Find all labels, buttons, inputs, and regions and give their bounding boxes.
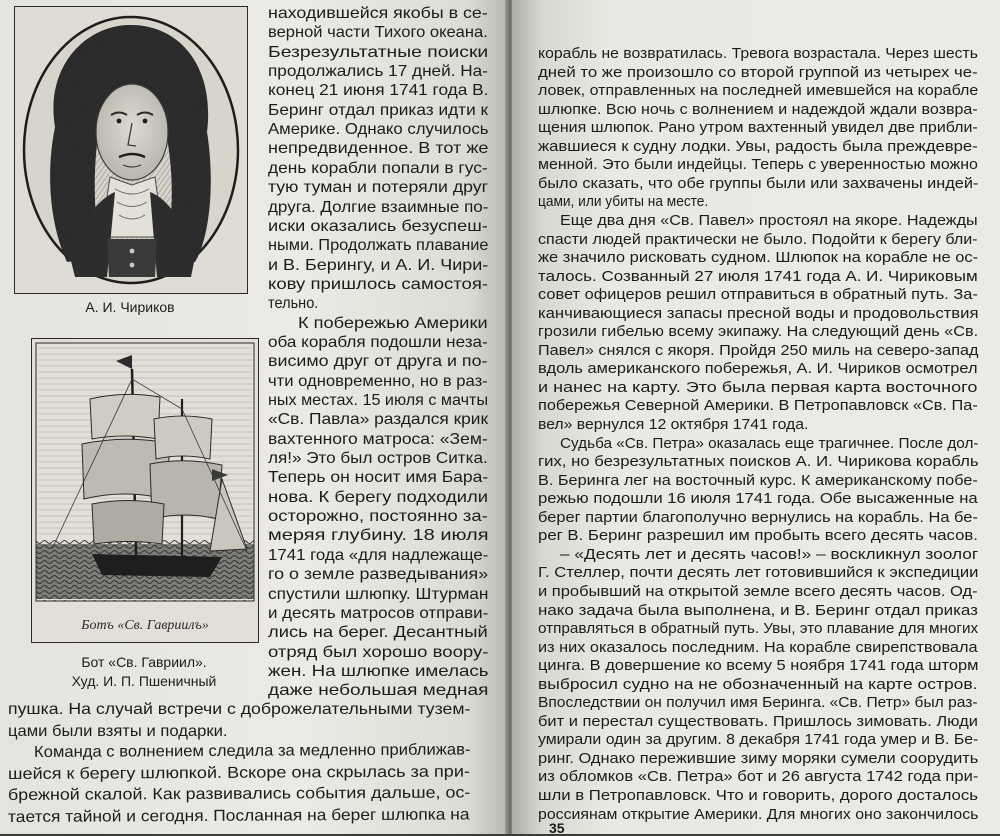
text-line: нако задача была выполнена, и В. Беринг отдал приказ (538, 601, 978, 619)
text-line: висимо друг от друга и по- (268, 353, 488, 371)
text-line: корабль не возвратилась. Тревога возрастала. Через шесть (538, 45, 978, 62)
text-line: Команда с волнением следила за медленно приближав- (33, 741, 471, 761)
text-line: из них оказалось последним. На корабле свирепствовала (538, 638, 978, 656)
text-line: тается тайной и сегодня. Посланная на берег шлюпка на (7, 805, 470, 826)
text-line: было сказать, что обе группы были или захвачены индей- (538, 174, 979, 192)
text-line: Г. Стеллер, почти десять лет готовившийся к экспедиции (538, 564, 979, 582)
text-line: жен. На шлюпке имелась (268, 662, 489, 680)
text-line: брежной скалой. Как развивались события дальше, ос- (7, 784, 471, 804)
ship-inscription: Ботъ «Св. Гавриилъ» (81, 618, 209, 633)
text-line: гих, но безрезультатных поисков А. И. Чирикова корабль (538, 453, 979, 471)
text-line: побережья Северной Америки. В Петропавловск «Св. Па- (538, 397, 978, 415)
text-line: даже небольшая медная (268, 682, 489, 700)
chirikov-portrait (14, 6, 248, 294)
ship-gavriil-illustration (31, 338, 259, 643)
text-line: грозили гибелью всему экипажу. На следующий день «Св. (538, 323, 979, 341)
text-line: россиянам открытие Америки. Для многих оно закончилось (538, 805, 979, 823)
text-line: го о земле разведывания» (268, 566, 489, 584)
text-line: и десять матросов отправи- (268, 604, 489, 622)
ship-caption-artist: Худ. И. П. Пшеничный (71, 673, 217, 689)
text-line: Теперь он носит имя Бара- (268, 469, 489, 487)
text-line: рег В. Беринг разрешил им пробыть всего десять часов. (538, 527, 978, 545)
text-line: же значило рисковать судном. Шлюпок на корабле не ос- (538, 249, 979, 267)
text-line: иски оказались безуспеш- (268, 217, 488, 235)
text-line: вахтенного матроса: «Зем- (268, 430, 488, 448)
portrait-engraving (15, 7, 247, 293)
text-line: верной части Тихого океана. (268, 24, 488, 42)
text-line: и В. Берингу, и А. И. Чири- (268, 256, 489, 274)
text-line: конец 21 июня 1741 года В. (268, 82, 489, 100)
text-line: щения шлюпок. Рано утром вахтенный увидел две прибли- (538, 119, 978, 137)
text-line: находившейся якобы в се- (268, 5, 488, 22)
ship-caption-title: Бот «Св. Гавриил». (81, 654, 207, 670)
text-line: осторожно, постоянно за- (268, 508, 488, 526)
text-line: цами, или убиты на месте. (538, 193, 709, 211)
page-number: 35 (549, 820, 565, 836)
text-line: непредвиденное. В тот же (268, 140, 489, 158)
text-line: ными. Продолжать плавание (268, 237, 489, 255)
text-line: 1741 года «для надлежаще- (268, 546, 489, 564)
text-line: ринг. Однако пережившие зиму моряки сумели соорудить (538, 749, 979, 767)
text-line: берег партии благополучно вернулись на корабль. На бе- (538, 508, 978, 526)
text-line: Еще два дня «Св. Павел» простоял на якоре. Надежды (560, 211, 978, 229)
text-line: Впоследствии он получил имя Беринга. «Св. Петр» был раз- (538, 694, 978, 712)
text-line: шлюпке. Всю ночь с волнением и надеждой ждали возвра- (538, 100, 978, 118)
text-line: Павел» снялся с якоря. Пройдя 250 миль на северо-запад (538, 341, 979, 359)
text-line: выбросил судно на не обозначенный на карте остров. (538, 675, 978, 693)
text-line: ля!» Это был остров Ситка. (268, 450, 488, 468)
text-line: канчивающиеся запасы пресной воды и продовольствия (538, 304, 979, 322)
text-line: дней то же произошло со второй группой из четырех че- (538, 63, 978, 81)
text-line: друга. Долгие взаимные по- (268, 198, 489, 216)
text-line: спустили шлюпку. Штурман (268, 585, 489, 603)
text-line: из обломков «Св. Петра» бот и 26 августа 1742 года при- (538, 768, 979, 786)
text-line: чти одновременно, но в раз- (268, 372, 488, 390)
text-line: меряя глубину. 18 июля (268, 527, 489, 545)
text-line: оба корабля подошли неза- (268, 333, 488, 351)
text-line: Беринг отдал приказ идти к (268, 101, 489, 119)
text-line: пушка. На случай встречи с доброжелательными тузем- (8, 701, 471, 718)
text-line: спасти людей практически не было. Подойти к берегу бли- (538, 230, 978, 248)
text-line: ловек, отправленных на последней имевшейся на корабле (538, 82, 979, 100)
text-line: и пробывший на открытой земле всего десять часов. Од- (538, 582, 978, 600)
text-line: отправляться в обратный путь. Увы, это плавание для многих (538, 620, 979, 638)
text-line: Безрезультатные поиски (268, 43, 489, 61)
text-line: цинга. В довершение ко всему 5 ноября 1741 года шторм (538, 657, 979, 675)
text-line: бит и перестал существовать. Пришлось зимовать. Люди (538, 712, 978, 730)
text-line: нова. К берегу подходили (268, 488, 489, 506)
text-line: режью подошли 16 июля 1741 года. Обе высаженные на (538, 490, 978, 508)
text-line: кову пришлось самостоя- (268, 275, 489, 293)
text-line: тельно. (268, 295, 319, 313)
text-line: В. Беринга лег на восточный курс. К американскому побе- (538, 471, 978, 489)
right-page (512, 0, 1000, 834)
portrait-caption: А. И. Чириков (85, 299, 175, 315)
text-line: умирали один за другим. 8 декабря 1741 года умер и В. Бе- (538, 731, 979, 749)
text-line: Судьба «Св. Петра» оказалась еще трагичнее. После дол- (560, 434, 979, 452)
text-line: и нанес на карту. Это была первая карта восточного (538, 378, 978, 396)
text-line: цами были взяты и подарки. (8, 722, 228, 740)
ship-engraving (32, 339, 258, 642)
text-line: продолжались 17 дней. На- (268, 63, 488, 81)
text-line: вдоль американского побережья, А. И. Чириков осмотрел (538, 360, 978, 378)
text-line: вел» вернулся 12 октября 1741 года. (538, 416, 809, 433)
text-line: ных местах. 15 июля с мачты (268, 392, 489, 409)
text-line: шейся к берегу шлюпкой. Вскоре она скрылась за при- (7, 763, 470, 783)
text-line: менной. Это были индейцы. Теперь с уверенностью можно (538, 156, 978, 174)
text-line: жавшиеся к судну лодки. Увы, радость была преждевре- (538, 137, 978, 155)
text-line: – «Десять лет и десять часов!» – воскликнул зоолог (560, 545, 979, 563)
text-line: шли в Петропавловск. Что и говорить, дорого досталось (538, 787, 978, 804)
text-line: день корабли попали в гус- (268, 159, 488, 177)
text-line: «Св. Павла» раздался крик (268, 411, 489, 429)
text-line: совет офицеров решил отправиться в обратный путь. За- (538, 286, 978, 304)
text-line: Америке. Однако случилось (268, 121, 489, 139)
text-line: талось. Созванный 27 июля 1741 года А. И. Чириковым (538, 267, 978, 285)
text-line: К побережью Америки (298, 314, 488, 332)
text-line: отряд был хорошо воору- (268, 643, 489, 661)
text-line: лись на берег. Десантный (268, 624, 488, 642)
text-line: тую туман и потеряли друг (268, 179, 489, 197)
